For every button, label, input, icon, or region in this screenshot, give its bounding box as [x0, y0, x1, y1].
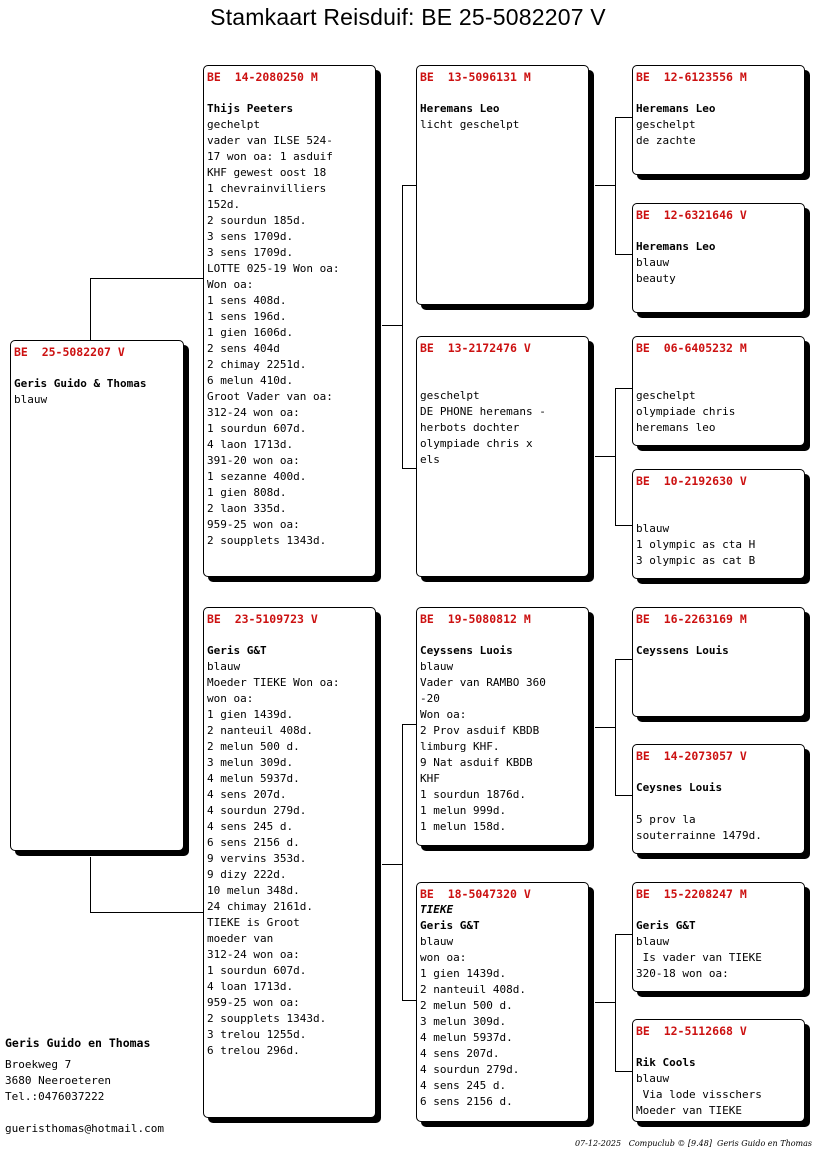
sss-card[interactable]	[632, 65, 805, 175]
connector-line	[615, 388, 616, 525]
dds-card[interactable]	[632, 882, 805, 992]
connector-line	[615, 388, 633, 389]
ring-number: BE 16-2263169 M	[636, 612, 747, 626]
breeder-email[interactable]: gueristhomas@hotmail.com	[5, 1122, 164, 1135]
sds-card[interactable]	[632, 336, 805, 446]
connector-line	[90, 857, 91, 912]
owner-name: Heremans Leo	[420, 102, 500, 115]
connector-line	[615, 254, 633, 255]
dam-sire-card[interactable]	[416, 607, 589, 846]
pigeon-info: blauw won oa: 1 gien 1439d. 2 nanteuil 408d. 2 melun 500 d. 3 melun 309d. 4 melun 5937d. 4 sens 207d. 4 sourdun 279d. 4 sens 245 d. 6 sens 2156 d.	[420, 935, 526, 1108]
ring-number: BE 14-2080250 M	[207, 70, 318, 84]
connector-line	[402, 185, 417, 186]
dam-dam-card[interactable]	[416, 882, 589, 1122]
pigeon-nickname: TIEKE	[420, 903, 454, 916]
ring-number: BE 10-2192630 V	[636, 474, 747, 488]
ring-number: BE 13-2172476 V	[420, 341, 531, 355]
owner-name	[636, 505, 804, 521]
connector-line	[615, 934, 616, 1071]
pigeon-info: geschelpt olympiade chris heremans leo	[636, 389, 736, 434]
pigeon-info: geschelpt DE PHONE heremans - herbots dochter olympiade chris x els	[420, 389, 546, 466]
sire-sire-card[interactable]	[416, 65, 589, 305]
owner-name: Geris G&T	[636, 919, 696, 932]
pigeon-info: geschelpt de zachte	[636, 118, 696, 147]
connector-line	[402, 468, 417, 469]
connector-line	[595, 1002, 615, 1003]
ring-number: BE 14-2073057 V	[636, 749, 747, 763]
dsd-card[interactable]	[632, 744, 805, 854]
pigeon-info: gechelpt vader van ILSE 524- 17 won oa: 1 asduif KHF gewest oost 18 1 chevrainvilliers 152d. 2 sourdun 185d. 3 sens 1709d. 3 sens 1709d. LOTTE 025-19 Won oa: Won oa: 1 sens 408d. 1 sens 196d. 1 gien 1606d. 2 sens 404d 2 chimay 2251d. 6 melun 410d. Groot Vader van oa: 312-24 won oa: 1 sourdun 607d. 4 laon 1713d. 391-20 won oa: 1 sezanne 400d. 1 gien 808d. 2 laon 335d. 959-25 won oa: 2 soupplets 1343d.	[207, 118, 340, 547]
ring-number: BE 12-5112668 V	[636, 1024, 747, 1038]
owner-name: Ceysnes Louis	[636, 781, 723, 794]
pigeon-info: blauw Is vader van TIEKE 320-18 won oa:	[636, 935, 762, 980]
ring-number: BE 18-5047320 V	[420, 887, 531, 901]
pigeon-info: blauw Vader van RAMBO 360 -20 Won oa: 2 Prov asduif KBDB limburg KHF. 9 Nat asduif KBDB KHF 1 sourdun 1876d. 1 melun 999d. 1 melun 158d.	[420, 660, 546, 833]
connector-line	[595, 456, 615, 457]
connector-line	[402, 724, 417, 725]
breeder-phone: Tel.:0476037222	[5, 1090, 105, 1103]
connector-line	[615, 525, 633, 526]
pigeon-info: blauw	[14, 393, 48, 406]
breeder-street: Broekweg 7	[5, 1058, 72, 1071]
ring-number: BE 15-2208247 M	[636, 887, 747, 901]
connector-line	[402, 1000, 417, 1001]
connector-line	[615, 659, 616, 795]
sire-card[interactable]	[203, 65, 376, 577]
ring-number: BE 13-5096131 M	[420, 70, 531, 84]
pigeon-info: 5 prov la souterrainne 1479d.	[636, 813, 762, 842]
connector-line	[402, 185, 403, 468]
page-title: Stamkaart Reisduif: BE 25-5082207 V	[210, 4, 606, 30]
connector-line	[615, 659, 633, 660]
connector-line	[615, 117, 616, 254]
pigeon-info: blauw Via lode visschers Moeder van TIEKE	[636, 1072, 762, 1117]
pigeon-info: blauw 1 olympic as cta H 3 olympic as cat B	[636, 522, 756, 567]
ddd-card[interactable]	[632, 1019, 805, 1122]
pigeon-info: blauw beauty	[636, 256, 676, 285]
ssd-card[interactable]	[632, 203, 805, 313]
connector-line	[382, 864, 402, 865]
connector-line	[615, 1071, 633, 1072]
owner-name: Heremans Leo	[636, 102, 716, 115]
ring-number: BE 06-6405232 M	[636, 341, 747, 355]
owner-name: Geris Guido & Thomas	[14, 377, 147, 390]
owner-name: Rik Cools	[636, 1056, 696, 1069]
connector-line	[90, 278, 204, 279]
breeder-city: 3680 Neeroeteren	[5, 1074, 111, 1087]
footer-credits: 07-12-2025 Compuclub © [9.48] Geris Guido en Thomas	[574, 1139, 812, 1148]
sdd-card[interactable]	[632, 469, 805, 579]
connector-line	[402, 724, 403, 1000]
subject-card[interactable]	[10, 340, 184, 851]
connector-line	[90, 912, 204, 913]
ring-number: BE 25-5082207 V	[14, 345, 125, 359]
owner-name: Ceyssens Luois	[420, 644, 513, 657]
pigeon-info: blauw Moeder TIEKE Won oa: won oa: 1 gien 1439d. 2 nanteuil 408d. 2 melun 500 d. 3 melun 309d. 4 melun 5937d. 4 sens 207d. 4 sourdun 279d. 4 sens 245 d. 6 sens 2156 d. 9 vervins 353d. 9 dizy 222d. 10 melun 348d. 24 chimay 2161d. TIEKE is Groot moeder van 312-24 won oa: 1 sourdun 607d. 4 loan 1713d. 959-25 won oa: 2 soupplets 1343d. 3 trelou 1255d. 6 trelou 296d.	[207, 660, 340, 1057]
owner-name	[636, 372, 804, 388]
ring-number: BE 12-6321646 V	[636, 208, 747, 222]
owner-name: Heremans Leo	[636, 240, 716, 253]
dam-card[interactable]	[203, 607, 376, 1118]
connector-line	[615, 934, 633, 935]
ring-number: BE 19-5080812 M	[420, 612, 531, 626]
owner-name: Geris G&T	[207, 644, 267, 657]
connector-line	[615, 795, 633, 796]
connector-line	[615, 117, 633, 118]
owner-name: Ceyssens Louis	[636, 644, 729, 657]
sire-dam-card[interactable]	[416, 336, 589, 577]
ring-number: BE 23-5109723 V	[207, 612, 318, 626]
connector-line	[382, 325, 402, 326]
connector-line	[595, 727, 615, 728]
ring-number: BE 12-6123556 M	[636, 70, 747, 84]
breeder-name: Geris Guido en Thomas	[5, 1036, 151, 1050]
dss-card[interactable]	[632, 607, 805, 717]
owner-name: Geris G&T	[420, 919, 480, 932]
connector-line	[595, 185, 615, 186]
owner-name: Thijs Peeters	[207, 102, 294, 115]
breeder-contact	[5, 1035, 164, 1137]
owner-name	[420, 372, 588, 388]
pigeon-info: licht geschelpt	[420, 118, 520, 131]
connector-line	[90, 278, 91, 340]
